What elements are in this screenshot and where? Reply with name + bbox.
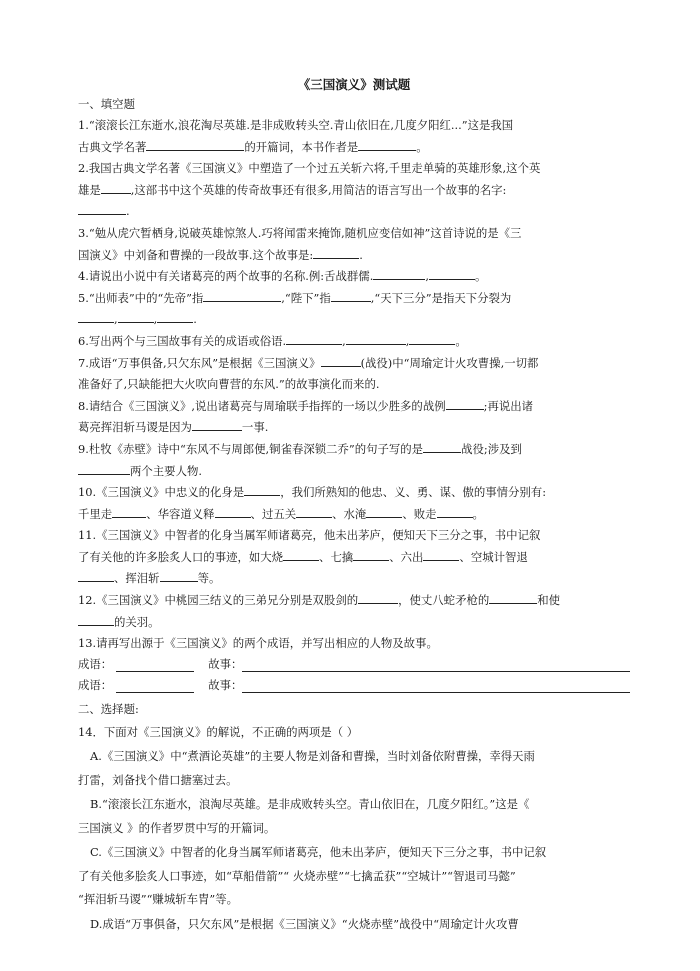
- story-blank[interactable]: [242, 678, 630, 693]
- blank[interactable]: [78, 309, 114, 323]
- blank[interactable]: [423, 547, 459, 561]
- page-title: 《三国演义》测试题: [297, 77, 411, 92]
- question-8: 8.请结合《三国演义》,说出诸葛亮与周瑜联手指挥的一场以少胜多的战例 ;再说出诸 葛亮挥泪斩马谡是因为 一事.: [78, 396, 630, 439]
- question-6: 6.写出两个与三国故事有关的成语或俗语. , , 。: [78, 331, 630, 353]
- blank[interactable]: [78, 201, 126, 215]
- option-a[interactable]: A.《三国演义》中“煮酒论英雄”的主要人物是刘备和曹操，当时刘备依附曹操，幸得天雨 打雷，刘备找个借口搪塞过去。: [78, 749, 535, 787]
- question-4: 4.请说出小说中有关诸葛亮的两个故事的名称.例:舌战群儒. , 。: [78, 266, 630, 288]
- blank[interactable]: [118, 309, 154, 323]
- answer-row-1: 成语： 故事：: [78, 655, 630, 676]
- option-b[interactable]: B.“滚滚长江东逝水，浪淘尽英雄。是非成败转头空。青山依旧在，几度夕阳红。”这是《 三国演义 》的作者罗贯中写的开篇词。: [78, 797, 530, 835]
- question-2: 2.我国古典文学名著《三国演义》中塑造了一个过五关斩六将,千里走单骑的英雄形象,这个英 雄是 ,这部书中这个英雄的传奇故事还有很多,用简洁的语言写出一个故事的名字: .: [78, 161, 541, 219]
- blank[interactable]: [366, 504, 402, 518]
- option-c[interactable]: C.《三国演义》中智者的化身当属军师诸葛亮，他未出茅庐，便知天下三分之事，书中记叙 了有关他多脍炙人口事迹，如“草船借箭”“ 火烧赤壁”“七擒孟获”“空城计”“智退司马懿” “挥泪斩马谡”“赚城斩车胄”等。: [78, 845, 547, 907]
- blank[interactable]: [112, 504, 146, 518]
- answer-row-2: 成语： 故事：: [78, 676, 630, 697]
- blank[interactable]: [160, 568, 198, 582]
- blank[interactable]: [283, 547, 319, 561]
- worksheet: [78, 72, 630, 936]
- question-12: 12.《三国演义》中桃园三结义的三弟兄分别是双股剑的 ，使丈八蛇矛枪的 和使 的关羽。: [78, 590, 630, 633]
- blank[interactable]: [489, 590, 537, 604]
- blank[interactable]: [146, 137, 244, 151]
- blank[interactable]: [429, 266, 475, 280]
- question-1: 1.“滚滚长江东逝水,浪花淘尽英雄.是非成败转头空.青山依旧在,几度夕阳红...”这是我国 古典文学名著 的开篇词，本书作者是 。: [78, 118, 514, 154]
- blank[interactable]: [101, 180, 131, 194]
- question-9: 9.杜牧《赤壁》诗中“东风不与周郎便,铜雀春深锁二乔”的句子写的是 战役;涉及到 两个主要人物.: [78, 439, 630, 482]
- idiom-blank[interactable]: [116, 679, 194, 693]
- blank[interactable]: [296, 504, 332, 518]
- blank[interactable]: [321, 353, 361, 367]
- blank[interactable]: [358, 590, 398, 604]
- option-d[interactable]: D.成语“万事俱备，只欠东风”是根据《三国演义》“火烧赤壁”战役中“周瑜定计火攻曹: [90, 916, 519, 931]
- idiom-blank[interactable]: [116, 658, 194, 672]
- section-choice-heading: 二、选择题:: [78, 701, 139, 716]
- blank[interactable]: [423, 439, 461, 453]
- blank[interactable]: [358, 137, 416, 151]
- blank[interactable]: [409, 331, 455, 345]
- blank[interactable]: [215, 504, 251, 518]
- blank[interactable]: [313, 245, 359, 259]
- section-fill-blank-heading: 一、填空题: [78, 97, 135, 111]
- blank[interactable]: [203, 288, 281, 302]
- blank[interactable]: [192, 417, 242, 431]
- question-7: 7.成语“万事俱备,只欠东风”是根据《三国演义》 (战役)中“周瑜定计火攻曹操,一切都 准备好了,只缺能把大火吹向曹营的东风.”的故事演化而来的.: [78, 353, 630, 396]
- blank[interactable]: [346, 331, 406, 345]
- blank[interactable]: [78, 568, 114, 582]
- blank[interactable]: [353, 547, 389, 561]
- question-3: 3.“勉从虎穴暂栖身,说破英雄惊煞人.巧将闻雷来掩饰,随机应变信如神”这首诗说的是《三 国演义》中刘备和曹操的一段故事.这个故事是: .: [78, 225, 522, 262]
- blank[interactable]: [373, 266, 425, 280]
- blank[interactable]: [437, 504, 473, 518]
- blank[interactable]: [331, 288, 371, 302]
- story-blank[interactable]: [242, 657, 630, 672]
- blank[interactable]: [78, 461, 130, 475]
- blank[interactable]: [157, 309, 193, 323]
- question-5: 5.“出师表”中的“先帝”指 ,“陛下”指 ,“天下三分”是指天下分裂为 , , .: [78, 288, 630, 331]
- blank[interactable]: [244, 482, 280, 496]
- question-11: 11.《三国演义》中智者的化身当属军师诸葛亮，他未出茅庐，便知天下三分之事，书中记叙 了有关他的许多脍炙人口的事迹，如大烧 、七擒 、六出 、空城计智退 、挥泪斩 等。: [78, 528, 541, 586]
- blank[interactable]: [78, 612, 114, 626]
- question-14: 14．下面对《三国演义》的解说，不正确的两项是（ ）: [78, 724, 359, 739]
- blank[interactable]: [446, 396, 484, 410]
- blank[interactable]: [286, 331, 342, 345]
- question-13: 13.请再写出源于《三国演义》的两个成语，并写出相应的人物及故事。: [78, 636, 438, 651]
- question-10: 10.《三国演义》中忠义的化身是 ，我们所熟知的他忠、义、勇、谋、傲的事情分别有: 千里走 、华容道义释 、过五关 、水淹 、败走 。: [78, 482, 630, 525]
